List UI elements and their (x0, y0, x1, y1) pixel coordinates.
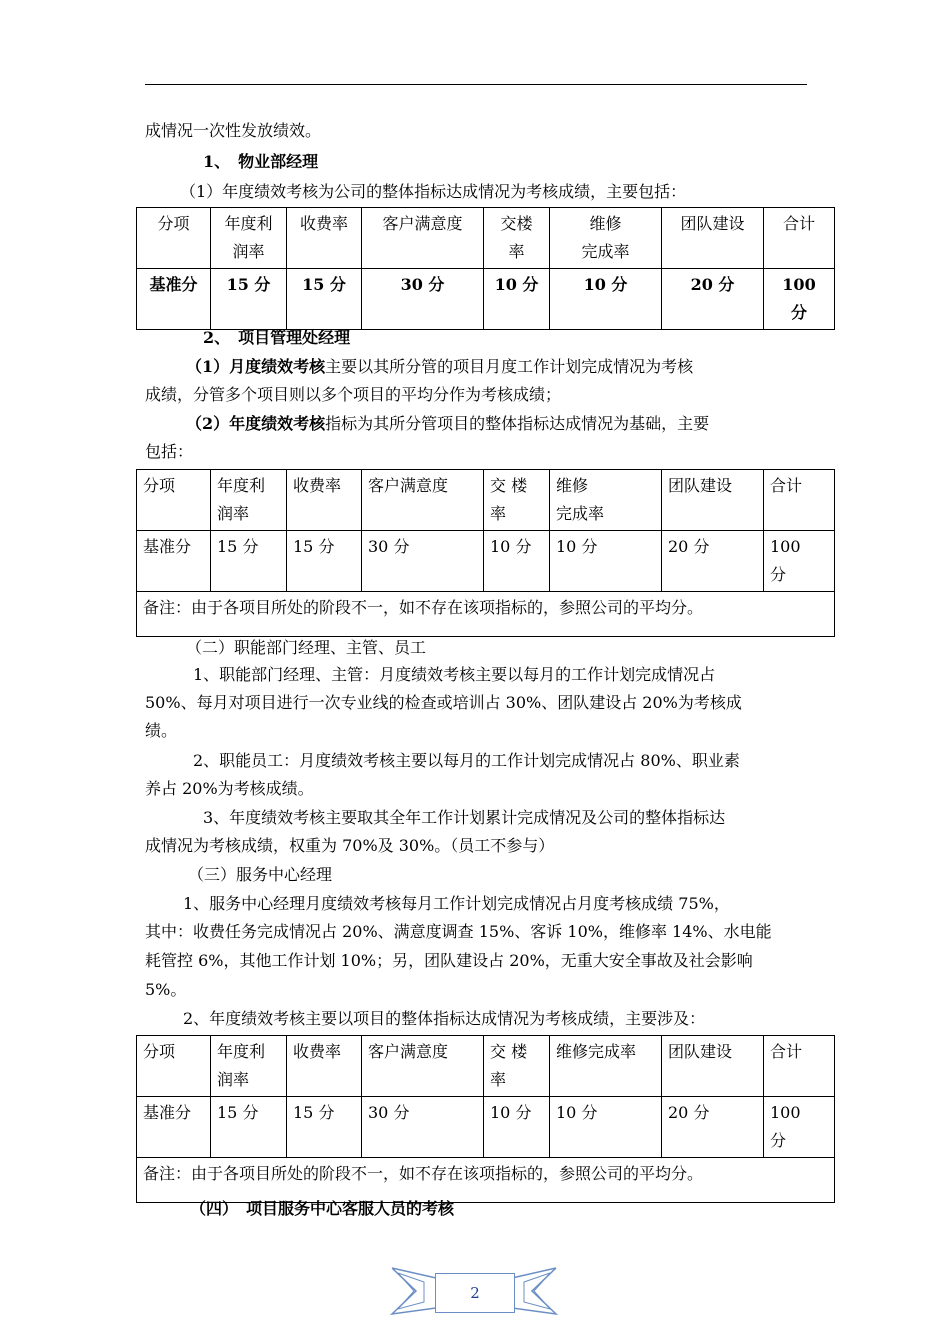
paragraph-annual-review: （1）年度绩效考核为公司的整体指标达成情况为考核成绩，主要包括： (180, 182, 687, 201)
table-cell: 合计 (764, 470, 835, 531)
table-row (137, 269, 835, 330)
paragraph-line: 养占 20%为考核成绩。 (145, 779, 314, 798)
table-cell: 客户满意度 (362, 1036, 484, 1097)
table-cell: 10 分 (484, 1097, 550, 1158)
paragraph-line: 绩。 (145, 721, 178, 740)
table-cell: 年度利 润率 (211, 470, 287, 531)
paragraph-line: 其中：收费任务完成情况占 20%、满意度调查 15%、客诉 10%，维修率 14%、水电能 (145, 922, 772, 941)
table-cell: 基准分 (137, 1097, 211, 1158)
table-note-row (137, 592, 835, 637)
table-cell: 交楼 率 (484, 208, 550, 269)
table-cell: 基准分 (137, 269, 211, 330)
table-cell: 团队建设 (662, 470, 764, 531)
heading-property-manager: 1、 物业部经理 (203, 152, 319, 171)
paragraph-line: 2、职能员工：月度绩效考核主要以每月的工作计划完成情况占 80%、职业素 (193, 751, 740, 770)
table-cell: 15 分 (287, 269, 362, 330)
paragraph-continuation: 成情况一次性发放绩效。 (145, 121, 322, 140)
table-cell: 分项 (137, 1036, 211, 1097)
section-heading-customer-service: （四） 项目服务中心客服人员的考核 (190, 1199, 455, 1218)
table-cell: 交 楼 率 (484, 470, 550, 531)
table-row (137, 1097, 835, 1158)
table-row (137, 531, 835, 592)
header-rule (145, 84, 807, 85)
table-cell: 维修 完成率 (550, 470, 662, 531)
table-cell: 团队建设 (662, 208, 764, 269)
paragraph-line: 成情况为考核成绩，权重为 70%及 30%。（员工不参与） (145, 836, 555, 855)
table-cell: 10 分 (484, 269, 550, 330)
paragraph-line: 50%、每月对项目进行一次专业线的检查或培训占 30%、团队建设占 20%为考核成 (145, 693, 742, 712)
table-cell: 维修完成率 (550, 1036, 662, 1097)
table-cell: 团队建设 (662, 1036, 764, 1097)
table-cell: 20 分 (662, 269, 764, 330)
table-cell: 20 分 (662, 1097, 764, 1158)
paragraph-monthly-review-line2: 成绩，分管多个项目则以多个项目的平均分作为考核成绩； (145, 385, 562, 404)
table-header-row (137, 1036, 835, 1097)
paragraph-annual-review-2-line2: 包括： (145, 442, 194, 461)
table-cell: 15 分 (287, 1097, 362, 1158)
table-cell: 客户满意度 (362, 470, 484, 531)
table-cell: 收费率 (287, 1036, 362, 1097)
paragraph-line: 1、职能部门经理、主管：月度绩效考核主要以每月的工作计划完成情况占 (193, 665, 716, 684)
table-cell: 收费率 (287, 208, 362, 269)
table-cell: 20 分 (662, 531, 764, 592)
paragraph-line: 3、年度绩效考核主要取其全年工作计划累计完成情况及公司的整体指标达 (203, 808, 726, 827)
table-cell: 15 分 (211, 269, 287, 330)
table-cell: 10 分 (550, 269, 662, 330)
table-cell: 100 分 (764, 531, 835, 592)
table-cell: 年度利 润率 (211, 208, 287, 269)
table-cell: 分项 (137, 470, 211, 531)
paragraph-annual-review-2: （2）年度绩效考核指标为其所分管项目的整体指标达成情况为基础，主要 (186, 414, 710, 433)
paragraph-line: 5%。 (145, 980, 187, 999)
table-header-row (137, 208, 835, 269)
table-cell: 100 分 (764, 1097, 835, 1158)
table-property-manager-scores (136, 207, 835, 330)
table-cell: 10 分 (550, 1097, 662, 1158)
paragraph-line: 2、年度绩效考核主要以项目的整体指标达成情况为考核成绩，主要涉及： (183, 1009, 706, 1028)
table-cell: 年度利 润率 (211, 1036, 287, 1097)
table-cell: 15 分 (211, 531, 287, 592)
table-cell: 15 分 (287, 531, 362, 592)
table-cell: 客户满意度 (362, 208, 484, 269)
table-cell: 维修 完成率 (550, 208, 662, 269)
section-heading-functional-dept: （二）职能部门经理、主管、员工 (186, 638, 427, 657)
table-header-row (137, 470, 835, 531)
table-cell: 收费率 (287, 470, 362, 531)
paragraph-line: 耗管控 6%，其他工作计划 10%；另，团队建设占 20%，无重大安全事故及社会影响 (145, 951, 753, 970)
table-project-manager-scores (136, 469, 835, 637)
heading-project-manager: 2、 项目管理处经理 (203, 328, 351, 347)
table-cell: 15 分 (211, 1097, 287, 1158)
page-number: 2 (435, 1273, 515, 1313)
section-heading-service-center: （三）服务中心经理 (188, 865, 333, 884)
table-note-row (137, 1158, 835, 1203)
table-cell: 10 分 (550, 531, 662, 592)
table-note: 备注：由于各项目所处的阶段不一，如不存在该项指标的，参照公司的平均分。 (137, 1158, 835, 1203)
table-cell: 10 分 (484, 531, 550, 592)
table-cell: 交 楼 率 (484, 1036, 550, 1097)
table-cell: 30 分 (362, 269, 484, 330)
table-cell: 30 分 (362, 1097, 484, 1158)
table-cell: 合计 (764, 208, 835, 269)
paragraph-line: 1、服务中心经理月度绩效考核每月工作计划完成情况占月度考核成绩 75%， (183, 894, 730, 913)
table-note: 备注：由于各项目所处的阶段不一，如不存在该项指标的，参照公司的平均分。 (137, 592, 835, 637)
paragraph-monthly-review: （1）月度绩效考核主要以其所分管的项目月度工作计划完成情况为考核 (186, 357, 694, 376)
table-cell: 100 分 (764, 269, 835, 330)
table-cell: 合计 (764, 1036, 835, 1097)
table-cell: 30 分 (362, 531, 484, 592)
table-service-center-scores (136, 1035, 835, 1203)
table-cell: 基准分 (137, 531, 211, 592)
table-cell: 分项 (137, 208, 211, 269)
